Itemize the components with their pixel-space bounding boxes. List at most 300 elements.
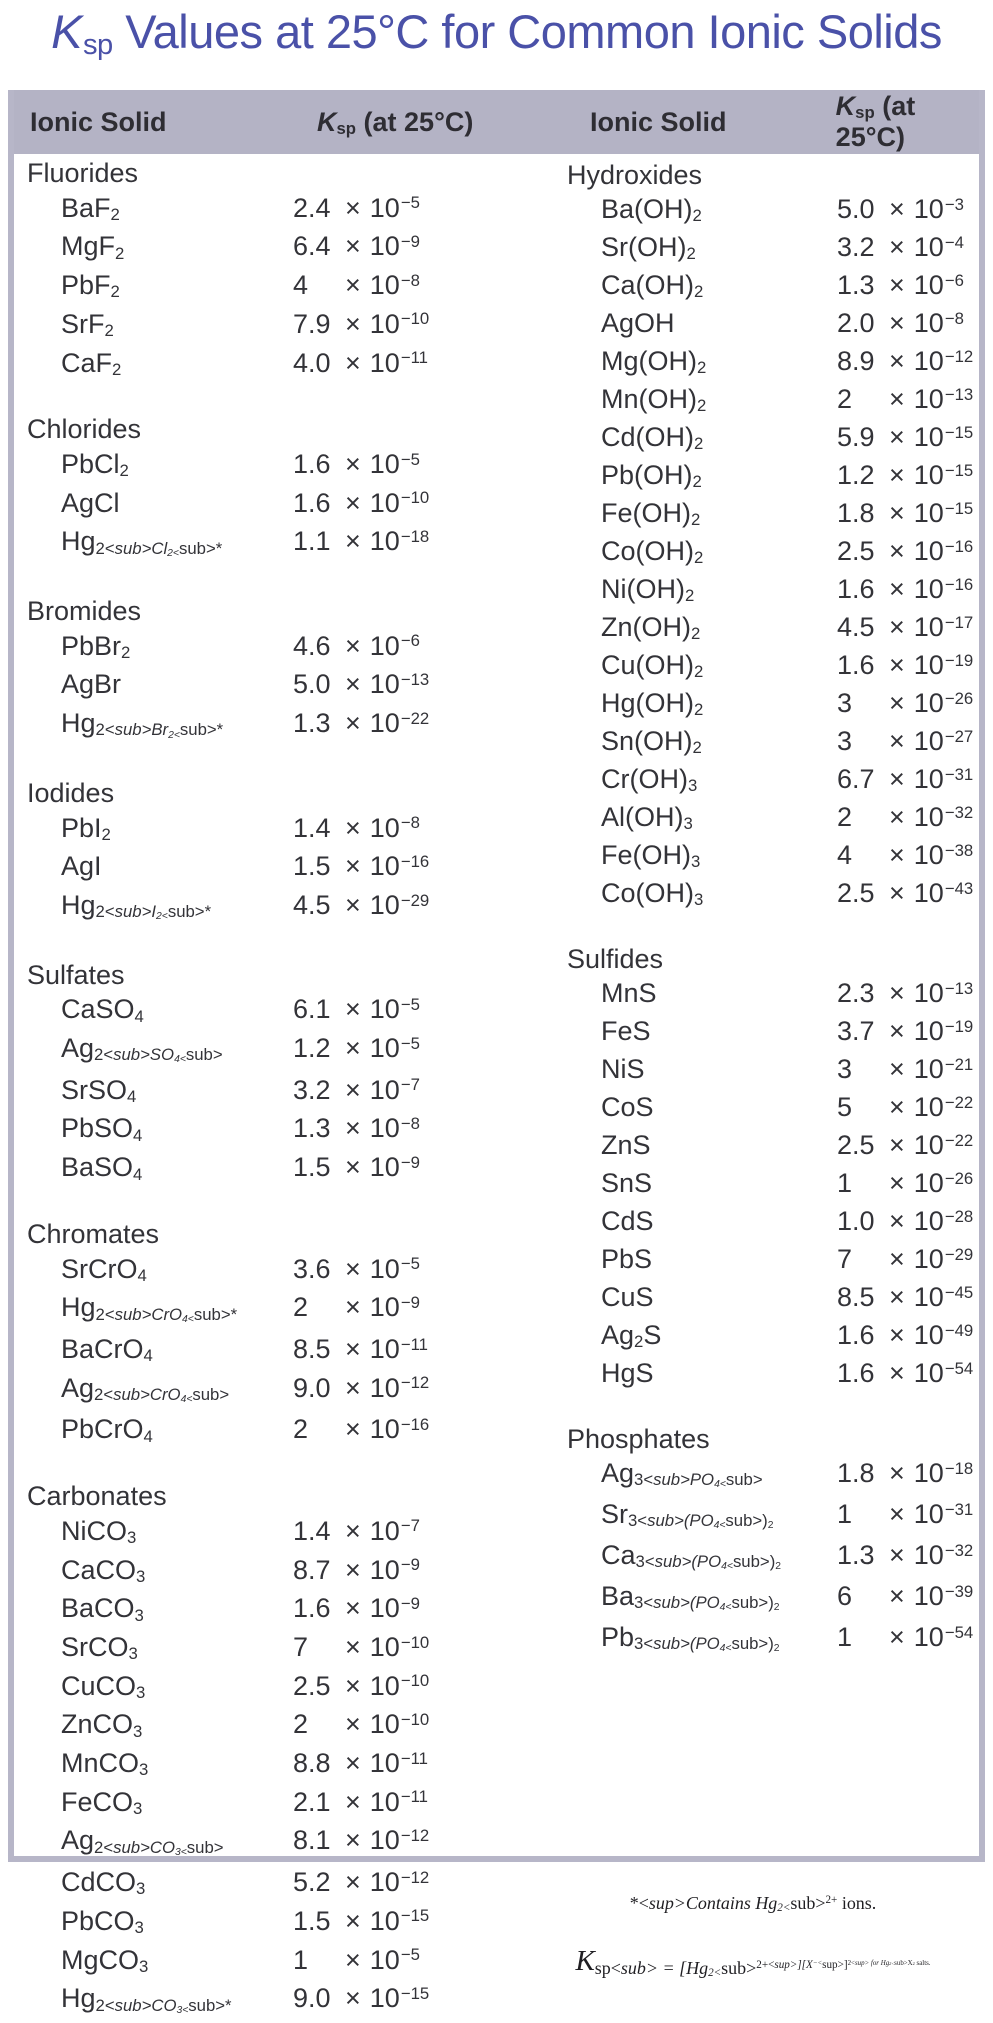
multiplication-sign: × xyxy=(345,1333,361,1364)
mantissa: 7 xyxy=(837,1244,853,1274)
footnote xyxy=(567,1886,979,1992)
base-ten: 10 xyxy=(369,1983,400,2014)
mantissa: 2 xyxy=(293,1414,309,1445)
table-row xyxy=(567,762,979,800)
formula-cell: $Ca_{3<sub>(PO_{4<}sub>)_2}$ xyxy=(601,1540,782,1573)
exponent: −5 xyxy=(400,193,420,213)
multiplication-sign: × xyxy=(345,1748,361,1779)
ksp-value-cell xyxy=(293,1943,479,1982)
header-left-column xyxy=(14,90,479,154)
mantissa: 1 xyxy=(837,1168,853,1198)
mantissa: 1.3 xyxy=(837,1540,875,1570)
multiplication-sign: × xyxy=(345,347,361,378)
ksp-table xyxy=(8,90,985,2016)
multiplication-sign: × xyxy=(345,1670,361,1701)
ksp-value-cell xyxy=(293,1865,479,1904)
mantissa: 1.5 xyxy=(293,851,331,882)
ksp-value-cell xyxy=(837,306,979,344)
base-ten: 10 xyxy=(369,1631,400,1662)
formula-cell: AgI xyxy=(61,851,102,882)
exponent: −54 xyxy=(944,1622,974,1642)
mantissa: 8.8 xyxy=(293,1748,331,1779)
multiplication-sign: × xyxy=(889,1540,905,1570)
mantissa: 1.4 xyxy=(293,1515,331,1546)
formula-cell: $Zn(OH)_2$ xyxy=(601,612,701,644)
formula-cell: PbS xyxy=(601,1244,653,1274)
multiplication-sign: × xyxy=(889,574,905,604)
section-rows xyxy=(27,1252,479,1452)
multiplication-sign: × xyxy=(345,1905,361,1936)
table-section xyxy=(567,942,979,1394)
formula-cell: $Ni(OH)_2$ xyxy=(601,574,695,606)
table-row xyxy=(27,811,479,850)
base-ten: 10 xyxy=(913,1622,944,1652)
footnote-line-1: *<sup>Contains Hg2<sub>2+ ions. xyxy=(629,1893,877,1915)
formula-cell: $Co(OH)_2$ xyxy=(601,536,704,568)
multiplication-sign: × xyxy=(889,1054,905,1084)
exponent: −15 xyxy=(944,460,974,480)
ksp-value-cell xyxy=(293,1746,479,1785)
base-ten: 10 xyxy=(369,1554,400,1585)
mantissa: 1.3 xyxy=(837,270,875,300)
exponent: −5 xyxy=(400,995,420,1014)
multiplication-sign: × xyxy=(889,1130,905,1160)
ksp-value-cell xyxy=(293,629,479,668)
base-ten: 10 xyxy=(913,726,944,756)
table-section xyxy=(567,1422,979,1661)
multiplication-sign: × xyxy=(345,630,361,661)
multiplication-sign: × xyxy=(345,1593,361,1624)
table-row xyxy=(567,192,979,230)
ksp-value-cell xyxy=(293,1630,479,1669)
formula-cell: $Ag_{2<sub>SO_{4<}sub>}$ xyxy=(61,1033,223,1066)
mantissa: 2.5 xyxy=(293,1670,331,1701)
exponent: −18 xyxy=(400,526,430,546)
multiplication-sign: × xyxy=(889,1016,905,1046)
table-row xyxy=(27,1981,479,2023)
exponent: −9 xyxy=(400,1555,420,1575)
multiplication-sign: × xyxy=(889,1581,905,1611)
exponent: −22 xyxy=(944,1130,974,1150)
ksp-value-cell xyxy=(293,1669,479,1708)
formula-cell: ZnCO$_3$ xyxy=(61,1709,143,1741)
formula-cell: $Mg(OH)_2$ xyxy=(601,346,707,378)
formula-cell: SrCO$_3$ xyxy=(61,1631,138,1664)
multiplication-sign: × xyxy=(345,1631,361,1662)
mantissa: 5.0 xyxy=(837,194,875,224)
base-ten: 10 xyxy=(369,1372,400,1403)
formula-cell: $Co(OH)_3$ xyxy=(601,878,704,910)
exponent: −6 xyxy=(400,631,420,651)
exponent: −28 xyxy=(944,1206,974,1226)
table-row xyxy=(27,524,479,566)
mantissa: 1 xyxy=(837,1622,853,1652)
section-rows xyxy=(27,811,479,930)
base-ten: 10 xyxy=(913,1581,944,1611)
table-row xyxy=(27,1332,479,1371)
formula-cell: PbCO$_3$ xyxy=(61,1905,144,1938)
base-ten: 10 xyxy=(369,231,400,262)
base-ten: 10 xyxy=(913,612,944,642)
formula-cell: $Hg_{2<sub>Cl_{2<}sub>*}$ xyxy=(61,526,223,559)
base-ten: 10 xyxy=(913,1458,944,1488)
table-row xyxy=(27,1823,479,1865)
table-row xyxy=(27,307,479,346)
base-ten: 10 xyxy=(913,346,944,376)
footnote-line-2: $K_{sp<sub> = [Hg_{2<}sub>^{2+<sup>][X^{-<}sup>]^{2<sup> for Hg_{2<}sub>X_2 salts.}}}$ xyxy=(575,1945,931,1979)
exponent: −15 xyxy=(944,422,974,442)
mantissa: 1.6 xyxy=(837,1320,875,1350)
exponent: −32 xyxy=(944,1540,974,1560)
section-title: Fluorides xyxy=(27,158,139,188)
mantissa: 7.9 xyxy=(293,308,331,339)
multiplication-sign: × xyxy=(889,308,905,338)
multiplication-sign: × xyxy=(889,498,905,528)
base-ten: 10 xyxy=(913,764,944,794)
base-ten: 10 xyxy=(369,1292,400,1323)
multiplication-sign: × xyxy=(889,1168,905,1198)
table-row xyxy=(567,496,979,534)
formula-cell: $Sr(OH)_2$ xyxy=(601,232,696,264)
formula-cell: MgCO$_3$ xyxy=(61,1944,149,1976)
formula-cell: $Fe(OH)_3$ xyxy=(601,840,701,872)
base-ten: 10 xyxy=(369,1593,400,1624)
ksp-value-cell xyxy=(837,344,979,382)
base-ten: 10 xyxy=(913,840,944,870)
ksp-value-cell xyxy=(837,420,979,458)
table-row xyxy=(27,1031,479,1073)
ksp-value-cell xyxy=(293,1150,479,1189)
formula-cell: CdS xyxy=(601,1206,654,1236)
formula-cell: CuS xyxy=(601,1282,654,1312)
multiplication-sign: × xyxy=(889,978,905,1008)
base-ten: 10 xyxy=(369,1825,400,1856)
base-ten: 10 xyxy=(913,1168,944,1198)
base-ten: 10 xyxy=(369,812,400,843)
section-title: Phosphates xyxy=(567,1424,710,1454)
mantissa: 3 xyxy=(837,1054,853,1084)
formula-cell: SrCrO$_4$ xyxy=(61,1253,147,1285)
exponent: −22 xyxy=(944,1092,974,1112)
table-row xyxy=(27,888,479,930)
base-ten: 10 xyxy=(913,1282,944,1312)
section-rows xyxy=(567,1456,979,1661)
section-title: Sulfides xyxy=(567,944,664,974)
mantissa: 5.2 xyxy=(293,1867,331,1898)
base-ten: 10 xyxy=(369,1748,400,1779)
multiplication-sign: × xyxy=(345,1033,361,1064)
table-row xyxy=(27,992,479,1031)
formula-cell: $Al(OH)_3$ xyxy=(601,802,693,834)
ksp-value-cell xyxy=(837,976,979,1014)
section-rows xyxy=(567,976,979,1394)
section-rows xyxy=(567,192,979,914)
ksp-value-cell xyxy=(293,1073,479,1112)
table-column-left xyxy=(14,154,479,2016)
table-row xyxy=(567,1166,979,1204)
multiplication-sign: × xyxy=(345,1253,361,1284)
multiplication-sign: × xyxy=(345,1074,361,1105)
mantissa: 2.4 xyxy=(293,192,331,223)
mantissa: 6.4 xyxy=(293,231,331,262)
formula-cell: BaSO$_4$ xyxy=(61,1152,143,1184)
multiplication-sign: × xyxy=(345,308,361,339)
exponent: −7 xyxy=(400,1516,420,1536)
multiplication-sign: × xyxy=(345,1786,361,1817)
mantissa: 4.5 xyxy=(837,612,875,642)
mantissa: 1 xyxy=(837,1499,853,1529)
ksp-value-cell xyxy=(293,307,479,346)
table-row xyxy=(567,1456,979,1497)
mantissa: 2.5 xyxy=(837,536,875,566)
ksp-value-cell xyxy=(293,486,479,525)
exponent: −10 xyxy=(400,488,430,508)
base-ten: 10 xyxy=(913,574,944,604)
mantissa: 5 xyxy=(837,1092,853,1122)
ksp-value-cell xyxy=(837,192,979,230)
formula-cell: PbSO$_4$ xyxy=(61,1113,143,1145)
base-ten: 10 xyxy=(913,422,944,452)
base-ten: 10 xyxy=(369,1113,400,1144)
base-ten: 10 xyxy=(369,487,400,518)
ksp-value-cell xyxy=(293,888,479,930)
multiplication-sign: × xyxy=(889,612,905,642)
table-header xyxy=(14,90,979,154)
ksp-value-cell xyxy=(293,706,479,748)
base-ten: 10 xyxy=(913,802,944,832)
exponent: −18 xyxy=(944,1458,974,1478)
mantissa: 1.6 xyxy=(837,1358,875,1388)
table-row xyxy=(567,1242,979,1280)
formula-cell: $Ag_{3<sub>PO_{4<}sub>}$ xyxy=(601,1458,763,1491)
ksp-value-cell xyxy=(293,667,479,706)
table-row xyxy=(567,686,979,724)
table-row xyxy=(27,1252,479,1291)
mantissa: 1.4 xyxy=(293,812,331,843)
mantissa: 2 xyxy=(837,384,853,414)
mantissa: 4.5 xyxy=(293,889,331,920)
table-section xyxy=(27,156,479,384)
exponent: −8 xyxy=(400,270,420,290)
base-ten: 10 xyxy=(913,194,944,224)
mantissa: 5.0 xyxy=(293,669,331,700)
mantissa: 1.8 xyxy=(837,498,875,528)
exponent: −29 xyxy=(944,1244,974,1264)
multiplication-sign: × xyxy=(345,448,361,479)
base-ten: 10 xyxy=(369,669,400,700)
exponent: −15 xyxy=(944,498,974,518)
base-ten: 10 xyxy=(913,688,944,718)
table-row xyxy=(27,1514,479,1553)
formula-cell: BaCrO$_4$ xyxy=(61,1333,153,1366)
multiplication-sign: × xyxy=(345,708,361,739)
exponent: −16 xyxy=(944,574,974,594)
formula-cell: $Hg_{2<sub>Br_{2<}sub>*}$ xyxy=(61,708,224,741)
mantissa: 2.3 xyxy=(837,978,875,1008)
formula-cell: FeS xyxy=(601,1016,651,1046)
table-body xyxy=(14,154,979,2016)
formula-cell: PbF$_2$ xyxy=(61,270,120,302)
ksp-value-cell xyxy=(837,800,979,838)
base-ten: 10 xyxy=(913,1016,944,1046)
mantissa: 1.1 xyxy=(293,526,331,557)
table-column-right xyxy=(479,154,979,1979)
exponent: −5 xyxy=(400,1033,420,1053)
ksp-value-cell xyxy=(293,1252,479,1291)
ksp-value-cell xyxy=(293,1290,479,1332)
exponent: −16 xyxy=(400,1415,430,1435)
mantissa: 2.5 xyxy=(837,878,875,908)
multiplication-sign: × xyxy=(345,270,361,301)
formula-cell: $Hg(OH)_2$ xyxy=(601,688,704,720)
table-row xyxy=(27,486,479,525)
base-ten: 10 xyxy=(913,384,944,414)
ksp-value-cell xyxy=(293,1514,479,1553)
table-row xyxy=(27,447,479,486)
exponent: −3 xyxy=(944,194,964,214)
section-title: Sulfates xyxy=(27,959,125,990)
ksp-value-cell xyxy=(293,1031,479,1073)
ksp-value-cell xyxy=(293,524,479,566)
table-row xyxy=(567,1538,979,1579)
multiplication-sign: × xyxy=(345,231,361,262)
multiplication-sign: × xyxy=(889,232,905,262)
ksp-value-cell xyxy=(293,1904,479,1943)
exponent: −15 xyxy=(400,1906,430,1926)
mantissa: 1 xyxy=(293,1944,309,1975)
table-row xyxy=(27,1371,479,1413)
exponent: −22 xyxy=(400,708,430,728)
base-ten: 10 xyxy=(913,1540,944,1570)
exponent: −16 xyxy=(944,536,974,556)
exponent: −19 xyxy=(944,1016,974,1036)
mantissa: 8.5 xyxy=(837,1282,875,1312)
formula-cell: MnCO$_3$ xyxy=(61,1748,149,1780)
column-header-ksp: $K_{sp}$ (at 25°C) xyxy=(835,91,916,152)
section-rows xyxy=(27,191,479,385)
multiplication-sign: × xyxy=(345,994,361,1025)
mantissa: 7 xyxy=(293,1631,309,1662)
table-row xyxy=(27,1591,479,1630)
table-row xyxy=(27,1150,479,1189)
base-ten: 10 xyxy=(369,889,400,920)
section-title: Chlorides xyxy=(27,414,142,445)
base-ten: 10 xyxy=(913,650,944,680)
ksp-value-cell xyxy=(837,1052,979,1090)
formula-cell: $Ca(OH)_2$ xyxy=(601,270,704,302)
ksp-value-cell xyxy=(293,191,479,230)
table-row xyxy=(567,458,979,496)
mantissa: 3.6 xyxy=(293,1253,331,1284)
mantissa: 1.0 xyxy=(837,1206,875,1236)
mantissa: 4.6 xyxy=(293,630,331,661)
mantissa: 9.0 xyxy=(293,1983,331,2014)
column-header-ionic-solid: Ionic Solid xyxy=(590,106,727,137)
ksp-value-cell xyxy=(837,382,979,420)
exponent: −43 xyxy=(944,878,974,898)
multiplication-sign: × xyxy=(345,1372,361,1403)
exponent: −10 xyxy=(400,1709,430,1729)
mantissa: 1.5 xyxy=(293,1905,331,1936)
base-ten: 10 xyxy=(369,851,400,882)
formula-cell: $Ba(OH)_2$ xyxy=(601,194,702,226)
exponent: −26 xyxy=(944,1168,974,1188)
base-ten: 10 xyxy=(913,270,944,300)
mantissa: 8.9 xyxy=(837,346,875,376)
exponent: −21 xyxy=(944,1054,974,1074)
table-row xyxy=(27,268,479,307)
multiplication-sign: × xyxy=(345,526,361,557)
table-row xyxy=(567,382,979,420)
multiplication-sign: × xyxy=(889,1320,905,1350)
mantissa: 6.1 xyxy=(293,994,331,1025)
ksp-value-cell xyxy=(837,1166,979,1204)
table-row xyxy=(567,1052,979,1090)
exponent: −27 xyxy=(944,726,974,746)
table-row xyxy=(567,572,979,610)
mantissa: 2 xyxy=(293,1292,309,1323)
formula-cell: $Cd(OH)_2$ xyxy=(601,422,704,454)
formula-cell: $Sn(OH)_2$ xyxy=(601,726,702,758)
mantissa: 1.6 xyxy=(293,1593,331,1624)
table-section xyxy=(27,412,479,566)
exponent: −9 xyxy=(400,1593,420,1613)
base-ten: 10 xyxy=(913,460,944,490)
ksp-value-cell xyxy=(293,268,479,307)
ksp-value-cell xyxy=(837,1014,979,1052)
table-row xyxy=(567,1090,979,1128)
ksp-value-cell xyxy=(837,1620,979,1661)
ksp-value-cell xyxy=(837,268,979,306)
mantissa: 1.2 xyxy=(293,1033,331,1064)
formula-cell: $Ag_{2<sub>CrO_{4<}sub>}$ xyxy=(61,1372,230,1406)
base-ten: 10 xyxy=(369,308,400,339)
formula-cell: PbCl$_2$ xyxy=(61,448,129,481)
ksp-value-cell xyxy=(837,1204,979,1242)
section-rows xyxy=(27,629,479,748)
mantissa: 1.6 xyxy=(293,448,331,479)
ksp-value-cell xyxy=(837,1128,979,1166)
ksp-value-cell xyxy=(293,992,479,1031)
column-header-ksp: $K_{sp}$ (at 25°C) xyxy=(317,106,474,138)
formula-cell: $Hg_{2<sub>CrO_{4<}sub>*}$ xyxy=(61,1292,238,1325)
multiplication-sign: × xyxy=(345,1113,361,1144)
base-ten: 10 xyxy=(369,448,400,479)
table-row xyxy=(567,1014,979,1052)
multiplication-sign: × xyxy=(345,812,361,843)
exponent: −4 xyxy=(944,232,964,252)
formula-cell: BaF$_2$ xyxy=(61,192,120,225)
ksp-value-cell xyxy=(293,1823,479,1865)
formula-cell: PbCrO$_4$ xyxy=(61,1414,153,1446)
multiplication-sign: × xyxy=(889,726,905,756)
table-row xyxy=(27,1865,479,1904)
formula-cell: $Ag_{2<sub>CO_{3<}sub>}$ xyxy=(61,1825,224,1858)
formula-cell: HgS xyxy=(601,1358,654,1388)
formula-cell: $Cr(OH)_3$ xyxy=(601,764,698,796)
section-title: Hydroxides xyxy=(567,160,703,190)
multiplication-sign: × xyxy=(889,840,905,870)
multiplication-sign: × xyxy=(889,688,905,718)
table-row xyxy=(567,800,979,838)
mantissa: 9.0 xyxy=(293,1372,331,1403)
ksp-value-cell xyxy=(837,1280,979,1318)
formula-cell: $Fe(OH)_2$ xyxy=(601,498,701,530)
table-row xyxy=(567,724,979,762)
table-section xyxy=(27,1479,479,2023)
table-row xyxy=(27,1553,479,1592)
ksp-value-cell xyxy=(293,1591,479,1630)
